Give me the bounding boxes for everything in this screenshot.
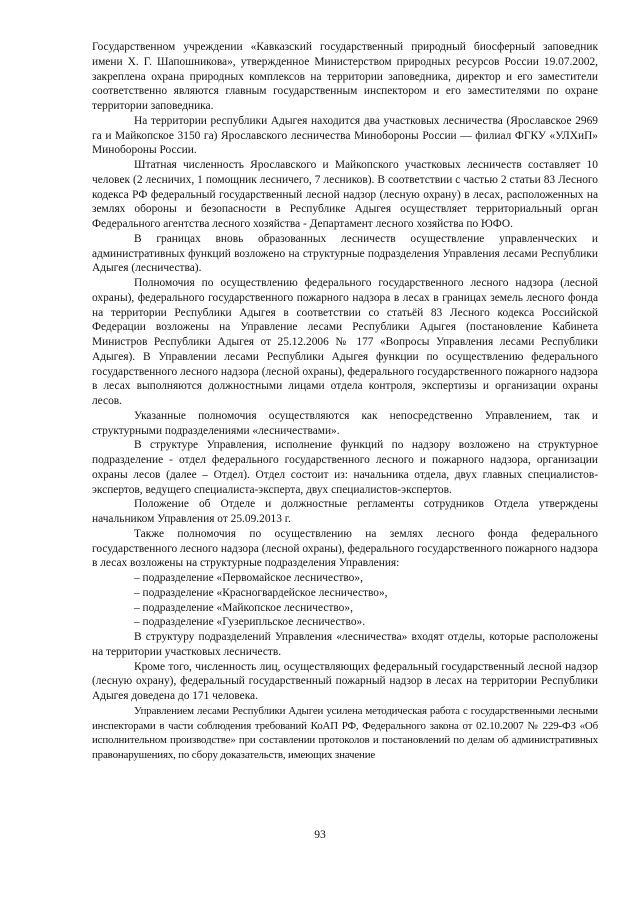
list-item: – подразделение «Красногвардейское лесничество», [134, 586, 388, 599]
paragraph: Кроме того, численность лиц, осуществляющих федеральный государственный лесной надзор (лесную охрану), федеральный государственный пожарный надзор в лесах на территории Республики Адыгея доведена до 171 человека. [92, 660, 598, 702]
paragraph: Государственном учреждении «Кавказский государственный природный биосферный заповедник имени Х. Г. Шапошникова», утвержденное Министерством природных ресурсов России 19.07.2002, закреплена охрана природных комплексов на территории заповедника, директор и его заместители соответственно являются главным государственным инспектором и его заместителями по охране территории заповедника. [92, 41, 598, 112]
paragraph: Положение об Отделе и должностные регламенты сотрудников Отдела утверждены начальником Управления от 25.09.2013 г. [92, 498, 598, 525]
paragraph: Указанные полномочия осуществляются как непосредственно Управлением, так и структурными подразделениями «лесничествами». [92, 409, 598, 437]
paragraph: Полномочия по осуществлению федерального государственного лесного надзора (лесной охраны), федерального государственного пожарного надзора в лесах в границах земель лесного фонда на территории Республики Адыгея в соответствии со статьёй 83 Лесного кодекса Российской Федерации возложены на Управление лесами Республики Адыгея (постановление Кабинета Министров Республики Адыгея от 25.12.2006 № 177 «Вопросы Управления лесами Республики Адыгея). В Управлении лесами Республики Адыгея функции по осуществлению федерального государственного лесного надзора (лесной охраны), федерального государственного пожарного надзора в лесах выполняются должностными лицами отдела контроля, экспертизы и организации охраны лесов. [92, 277, 598, 407]
list-item: – подразделение «Первомайское лесничество», [134, 572, 363, 584]
paragraph: В структуру подразделений Управления «лесничества» входят отделы, которые расположены на территории участковых лесничеств. [92, 631, 598, 658]
paragraph: Управлением лесами Республики Адыгеи усилена методическая работа с государственными лесными инспекторами в части соблюдения требований КоАП РФ, Федерального закона от 02.10.2007 № 229-ФЗ «Об исполнительном производстве» при составлении протоколов и постановлений по делам об административных правонарушениях, по сбору доказательств, имеющих значение [92, 704, 598, 761]
paragraph: В границах вновь образованных лесничеств осуществление управленческих и административных функций возложено на структурные подразделения Управления лесами Республики Адыгея (лесничества). [92, 232, 598, 275]
page-number: 93 [314, 828, 326, 841]
paragraph: Штатная численность Ярославского и Майкопского участковых лесничеств составляет 10 человек (2 лесничих, 1 помощник лесничего, 7 лесников). В соответствии с частью 2 статьи 83 Лесного кодекса РФ федеральный государственный лесной надзор (лесную охрану) в лесах, расположенных на землях обороны и безопасности в Республике Адыгея осуществляет территориальный орган Федерального агентства лесного хозяйства - Департамент лесного хозяйства по ЮФО. [92, 159, 598, 230]
list-item: – подразделение «Майкопское лесничество», [134, 601, 353, 614]
list-item: – подразделение «Гузерипльское лесничество». [134, 616, 366, 629]
paragraph: На территории республики Адыгея находится два участковых лесничества (Ярославское 2969 га и Майкопское 3150 га) Ярославского лесничества Минобороны России — филиал ФГКУ «УЛХиП» Минобороны России. [92, 114, 598, 157]
paragraph: В структуре Управления, исполнение функций по надзору возложено на структурное подразделение - отдел федерального государственного лесного и пожарного надзора, организации охраны лесов (далее – Отдел). Отдел состоит из: начальника отдела, двух главных специалистов-экспертов, ведущего специалиста-эксперта, двух специалистов-экспертов. [92, 439, 598, 496]
document-body [92, 40, 598, 763]
paragraph: Также полномочия по осуществлению на землях лесного фонда федерального государственного лесного надзора (лесной охраны), федерального государственного пожарного надзора в лесах возложены на структурные подразделения Управления: [92, 527, 598, 570]
